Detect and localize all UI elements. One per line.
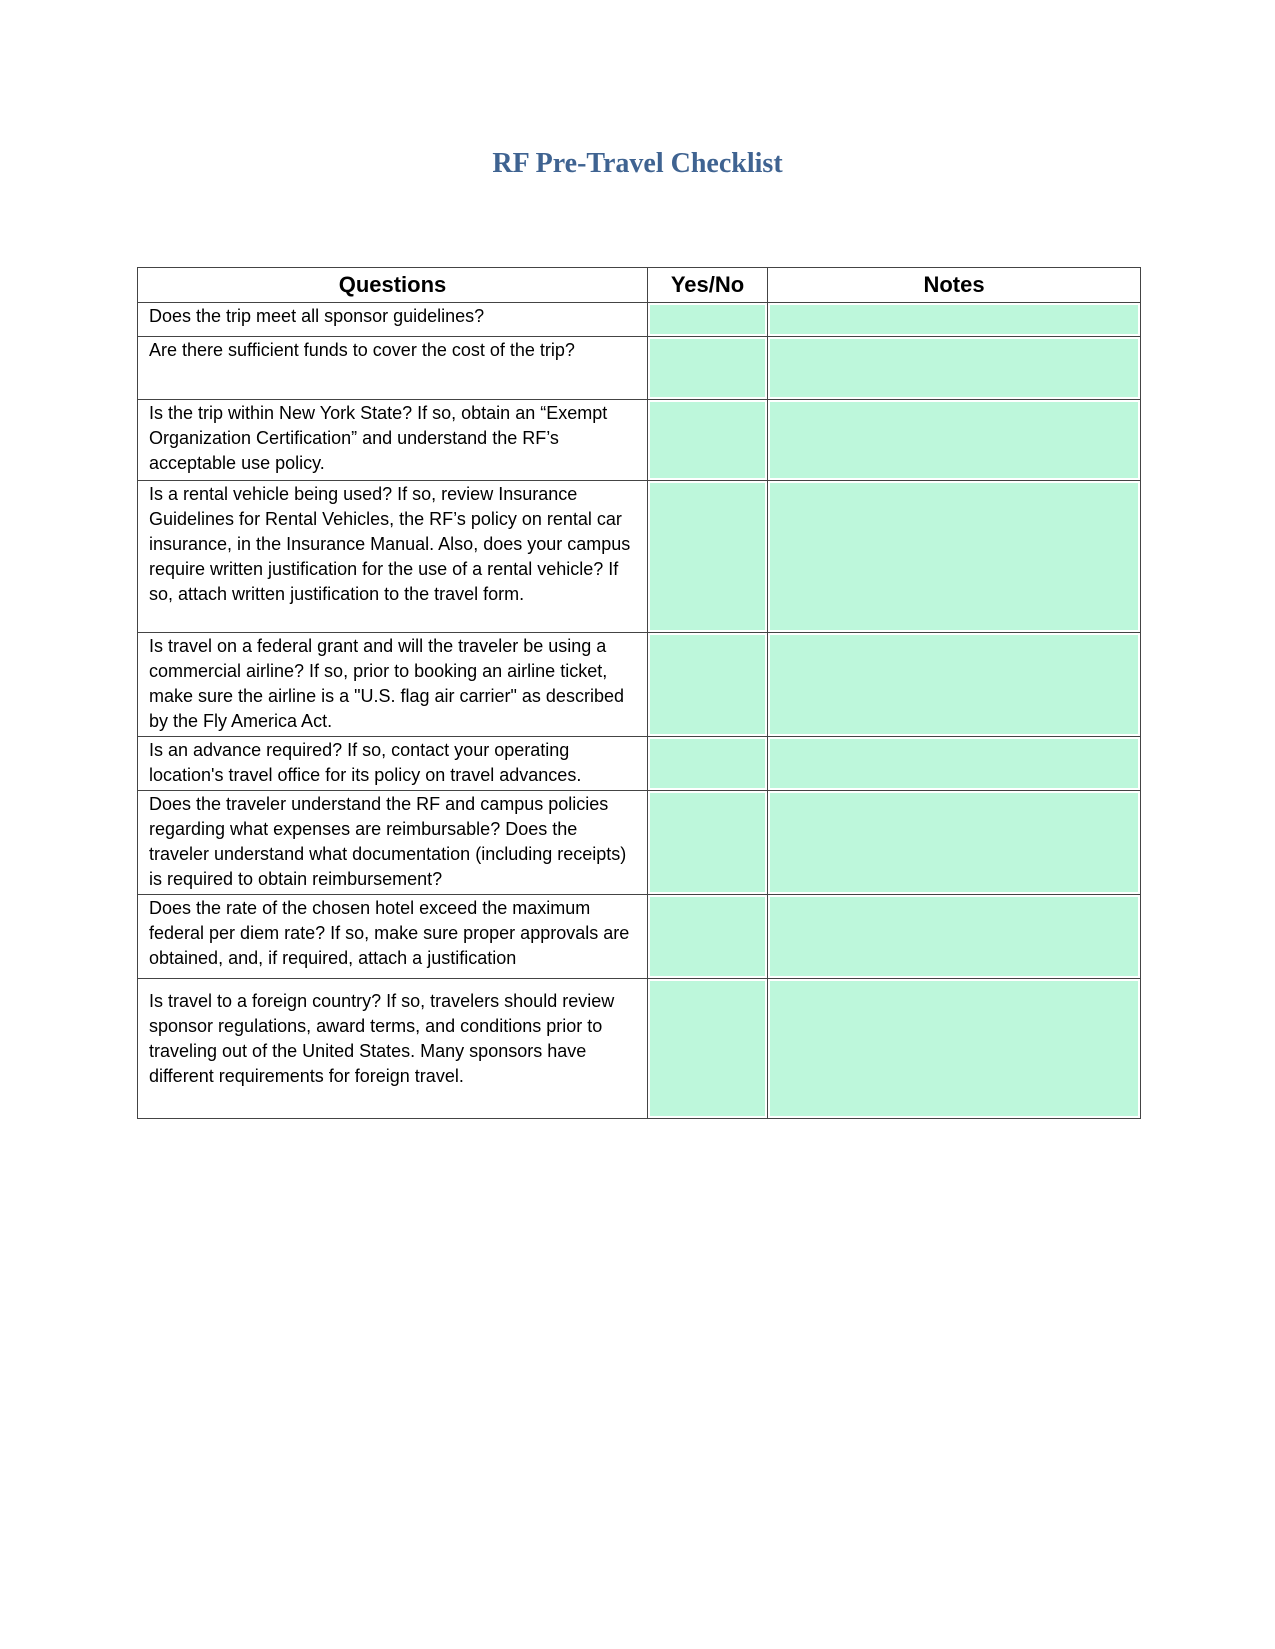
yes-no-field[interactable] [648,737,768,791]
page-title: RF Pre-Travel Checklist [492,148,783,179]
notes-input[interactable] [770,305,1138,334]
notes-input[interactable] [770,339,1138,397]
notes-field[interactable] [768,481,1141,633]
notes-header: Notes [768,268,1141,303]
yes-no-field[interactable] [648,791,768,895]
notes-input[interactable] [770,402,1138,478]
header-row [138,268,1141,303]
notes-input[interactable] [770,483,1138,630]
question-cell: Is a rental vehicle being used? If so, review Insurance Guidelines for Rental Vehicles, the RF’s policy on rental car insurance, in the Insurance Manual. Also, does your campus require written justification for the use of a rental vehicle? If so, attach written justification to the travel form. [138,481,648,633]
yes-no-input[interactable] [650,402,765,478]
question-cell: Are there sufficient funds to cover the cost of the trip? [138,337,648,400]
yes-no-field[interactable] [648,979,768,1119]
notes-field[interactable] [768,633,1141,737]
notes-field[interactable] [768,337,1141,400]
yes-no-field[interactable] [648,400,768,481]
question-cell: Does the traveler understand the RF and campus policies regarding what expenses are reimbursable? Does the traveler understand what documentation (including receipts) is required to obtain reimbursement? [138,791,648,895]
yes-no-header: Yes/No [648,268,768,303]
table-row [138,895,1141,979]
table-row [138,791,1141,895]
question-cell: Does the trip meet all sponsor guidelines? [138,303,648,337]
notes-field[interactable] [768,737,1141,791]
notes-input[interactable] [770,981,1138,1116]
yes-no-field[interactable] [648,895,768,979]
checklist-table [137,267,1141,1119]
notes-input[interactable] [770,793,1138,892]
question-cell: Is the trip within New York State? If so, obtain an “Exempt Organization Certification” and understand the RF’s acceptable use policy. [138,400,648,481]
table-row [138,979,1141,1119]
question-cell: Is travel to a foreign country? If so, travelers should review sponsor regulations, award terms, and conditions prior to traveling out of the United States. Many sponsors have different requirements for foreign travel. [138,979,648,1119]
yes-no-field[interactable] [648,481,768,633]
yes-no-input[interactable] [650,635,765,734]
yes-no-field[interactable] [648,303,768,337]
notes-input[interactable] [770,897,1138,976]
table-row [138,633,1141,737]
yes-no-field[interactable] [648,633,768,737]
question-cell: Is travel on a federal grant and will the traveler be using a commercial airline? If so, prior to booking an airline ticket, make sure the airline is a "U.S. flag air carrier" as described by the Fly America Act. [138,633,648,737]
notes-input[interactable] [770,635,1138,734]
notes-field[interactable] [768,303,1141,337]
table-row [138,400,1141,481]
notes-input[interactable] [770,739,1138,788]
yes-no-field[interactable] [648,337,768,400]
notes-field[interactable] [768,895,1141,979]
yes-no-input[interactable] [650,305,765,334]
yes-no-input[interactable] [650,981,765,1116]
yes-no-input[interactable] [650,793,765,892]
yes-no-input[interactable] [650,897,765,976]
notes-field[interactable] [768,400,1141,481]
yes-no-input[interactable] [650,739,765,788]
question-cell: Does the rate of the chosen hotel exceed the maximum federal per diem rate? If so, make sure proper approvals are obtained, and, if required, attach a justification [138,895,648,979]
notes-field[interactable] [768,791,1141,895]
yes-no-input[interactable] [650,483,765,630]
yes-no-input[interactable] [650,339,765,397]
questions-header: Questions [138,268,648,303]
notes-field[interactable] [768,979,1141,1119]
table-row [138,481,1141,633]
table-row [138,337,1141,400]
question-cell: Is an advance required? If so, contact your operating location's travel office for its policy on travel advances. [138,737,648,791]
table-row [138,737,1141,791]
table-row [138,303,1141,337]
